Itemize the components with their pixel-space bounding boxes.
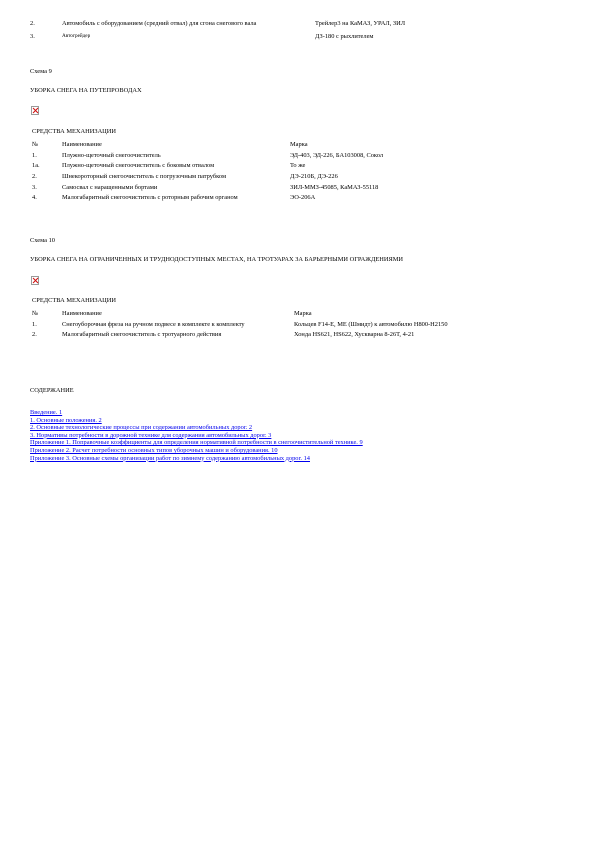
row-mark: Трейлер3 на КаМАЗ, УРАЛ, ЗИЛ <box>315 20 406 27</box>
toc-link[interactable]: Приложение 3. Основные схемы организации работ по зимнему содержанию автомобильных дорог. 14 <box>30 454 310 462</box>
scheme-10-table <box>32 310 552 339</box>
row-name: Шнекороторный снегоочиститель с погрузочным патрубком <box>62 173 227 181</box>
toc-link[interactable]: 1. Основные положения. 2 <box>30 416 102 424</box>
table-row <box>32 194 552 202</box>
scheme-10-title: УБОРКА СНЕГА НА ОГРАНИЧЕННЫХ И ТРУДНОДОСТУПНЫХ МЕСТАХ, НА ТРОТУАРАХ ЗА БАРЬЕРНЫМИ ОГРАЖДЕНИЯМИ <box>30 256 404 263</box>
header-name: Наименование <box>62 310 102 317</box>
table-row <box>30 20 550 28</box>
header-num: № <box>32 310 39 317</box>
scheme-10-section-title: СРЕДСТВА МЕХАНИЗАЦИИ <box>32 297 117 304</box>
row-number: 3. <box>30 32 35 40</box>
row-number: 1. <box>32 320 37 328</box>
row-name: Автогрейдер <box>62 32 91 39</box>
row-mark: Кольцев F14-Е, МЕ (Шмидт) к автомобилю Н800-Н2150 <box>294 320 448 328</box>
scheme-9-table <box>32 141 552 202</box>
row-number: 2. <box>32 173 37 181</box>
scheme-9-title: УБОРКА СНЕГА НА ПУТЕПРОВОДАХ <box>30 87 142 94</box>
row-mark: ДЗ-180 с рыхлителем <box>315 32 374 40</box>
broken-image-icon <box>31 276 39 285</box>
header-mark: Марка <box>294 310 312 317</box>
toc-link[interactable]: 3. Нормативы потребности в дорожной технике для содержания автомобильных дорог. 3 <box>30 431 272 439</box>
row-number: 1а. <box>32 162 40 170</box>
toc-link[interactable]: Введение. 1 <box>30 409 63 416</box>
toc-link[interactable]: 2. Основные технологические процессы при содержании автомобильных дорог. 2 <box>30 424 253 432</box>
scheme-9-section-title: СРЕДСТВА МЕХАНИЗАЦИИ <box>32 128 117 135</box>
table-row <box>32 184 552 195</box>
row-mark: То же <box>290 162 306 170</box>
row-number: 4. <box>32 194 37 202</box>
scheme-9-label: Схема 9 <box>30 68 52 75</box>
row-name: Малогабаритный снегоочиститель с тротуарного действия <box>62 331 222 339</box>
row-name: Автомобиль с оборудованием (средний отвал) для сгона снегового вала <box>62 20 257 27</box>
table-header-row <box>32 310 552 321</box>
row-number: 2. <box>32 331 37 339</box>
row-mark: ЭД-403, ЭД-226, БА103008, Сокол <box>290 151 384 159</box>
row-name: Малогабаритный снегоочиститель с роторным рабочим органом <box>62 194 238 202</box>
row-number: 3. <box>32 183 37 191</box>
table-header-row <box>32 141 552 152</box>
row-name: Плужно-щеточный снегоочиститель с боковым отвалом <box>62 162 215 170</box>
row-mark: ЭО-206А <box>290 194 316 202</box>
toc-title: СОДЕРЖАНИЕ <box>30 387 74 394</box>
header-mark: Марка <box>290 141 308 148</box>
table-row <box>32 173 552 184</box>
table-row <box>32 152 552 163</box>
header-num: № <box>32 141 39 148</box>
row-name: Плужно-щеточный снегоочиститель <box>62 151 161 159</box>
table-row <box>32 331 552 339</box>
table-of-contents <box>30 409 500 462</box>
top-equipment-table <box>30 20 550 40</box>
row-number: 1. <box>32 151 37 159</box>
scheme-10-label: Схема 10 <box>30 237 55 244</box>
row-mark: ЗИЛ-ММЗ-45085, КаМАЗ-55118 <box>290 183 379 191</box>
row-mark: Хонда HS621, HS622, Хускварна 8-26Т, 4-21 <box>294 331 415 339</box>
row-number: 2. <box>30 20 35 27</box>
row-name: Самосвал с наращенными бортами <box>62 183 158 191</box>
toc-link[interactable]: Приложение 1. Поправочные коэффициенты для определения нормативной потребности в снегоочистительной технике. 9 <box>30 439 363 447</box>
header-name: Наименование <box>62 141 102 148</box>
table-row <box>30 28 550 41</box>
table-row <box>32 162 552 173</box>
row-mark: ДЭ-210Б, ДЭ-226 <box>290 173 338 181</box>
toc-link[interactable]: Приложение 2. Расчет потребности основных типов уборочных машин и оборудования. 10 <box>30 446 278 454</box>
broken-image-icon <box>31 106 39 115</box>
row-name: Снегоуборочная фреза на ручном подвесе в комплекте к комплекту <box>62 320 245 328</box>
table-row <box>32 321 552 332</box>
